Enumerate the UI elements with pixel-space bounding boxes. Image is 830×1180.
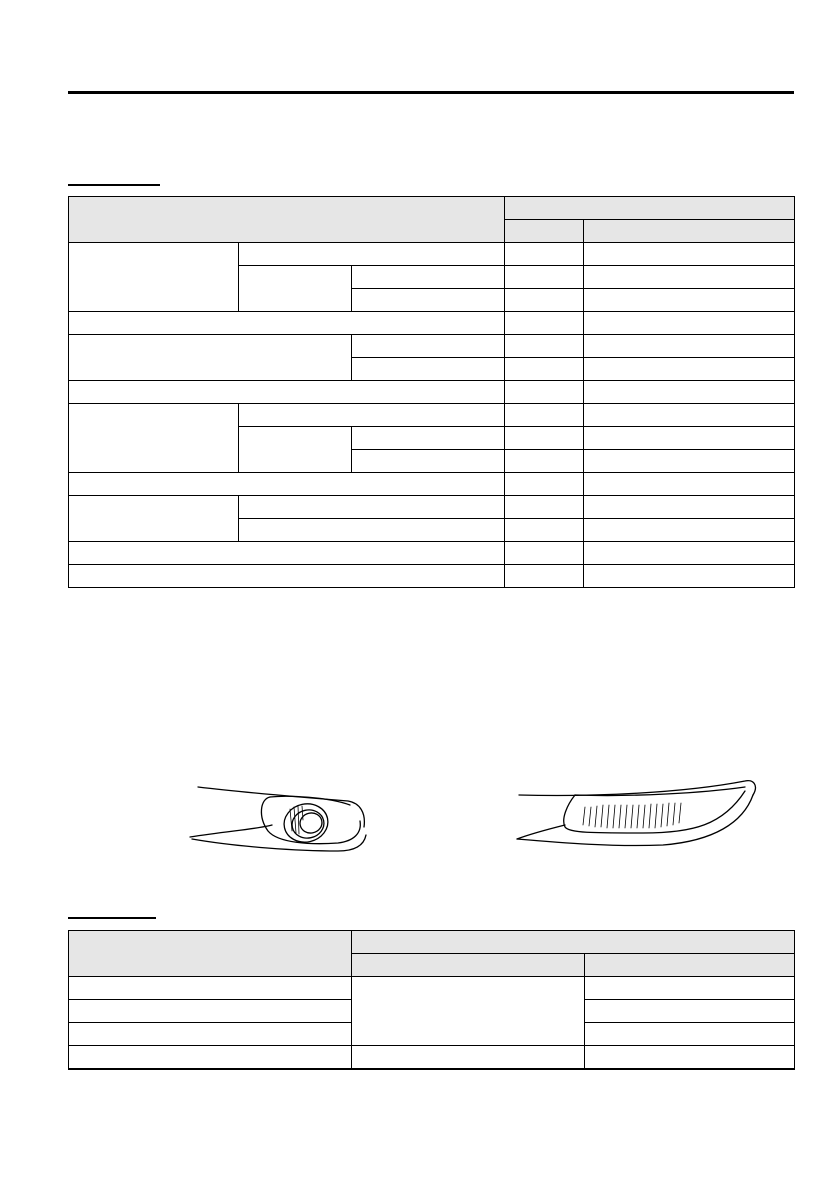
table-cell [584,450,795,473]
table-cell [352,358,505,381]
table-cell [584,496,795,519]
table-cell [584,542,795,565]
table-cell [505,358,584,381]
table-header-cell [505,197,795,220]
table-cell [69,1046,352,1069]
table-cell [585,1046,795,1069]
table-header-cell [352,954,585,977]
table-cell [352,1046,585,1069]
table-cell [69,335,352,381]
table-cell [584,427,795,450]
table-cell [505,289,584,312]
table-cell [69,496,239,542]
table-cell [239,404,505,427]
table-header-cell [584,220,795,243]
table-cell [352,289,505,312]
table-header-cell [69,931,352,977]
spec-table-lower [68,930,795,1070]
table-cell [239,519,505,542]
table-cell [239,496,505,519]
table-cell [584,243,795,266]
table-header-cell [505,220,584,243]
table-cell [69,565,505,588]
section-heading-underline-2 [68,917,156,919]
table-cell [505,519,584,542]
table-cell [584,565,795,588]
table-cell [239,427,352,473]
table-cell [584,358,795,381]
table-cell [69,1000,352,1023]
table-cell [584,381,795,404]
table-cell [505,473,584,496]
table-cell [584,404,795,427]
section-heading-underline-1 [68,184,160,186]
table-cell [69,243,239,312]
table-cell [239,243,505,266]
table-cell [69,473,505,496]
table-cell [584,335,795,358]
table-cell [505,427,584,450]
table-cell [505,266,584,289]
table-header-cell [69,197,505,243]
table-cell [505,496,584,519]
table-header-cell [585,954,795,977]
table-cell [584,289,795,312]
table-cell [505,450,584,473]
table-cell [352,427,505,450]
table-cell [352,266,505,289]
table-cell [69,542,505,565]
table-cell [585,1023,795,1046]
table-cell [69,404,239,473]
header-rule [68,91,794,94]
table-cell [584,312,795,335]
table-cell [239,266,352,312]
table-cell [505,335,584,358]
table-cell [69,381,505,404]
table-cell [584,266,795,289]
spec-table-upper [68,196,795,588]
table-cell [69,977,352,1000]
elongated-lamp-illustration [513,775,763,850]
table-cell [585,1000,795,1023]
table-cell [352,335,505,358]
table-cell [505,243,584,266]
table-cell [584,519,795,542]
table-cell [584,473,795,496]
table-cell [69,312,505,335]
table-cell [352,977,585,1046]
table-cell [505,565,584,588]
table-cell [505,381,584,404]
table-cell [352,450,505,473]
table-cell [505,312,584,335]
table-cell [505,404,584,427]
table-cell [505,542,584,565]
table-cell [585,977,795,1000]
round-lamp-illustration [188,775,373,855]
table-cell [69,1023,352,1046]
table-header-cell [352,931,795,954]
